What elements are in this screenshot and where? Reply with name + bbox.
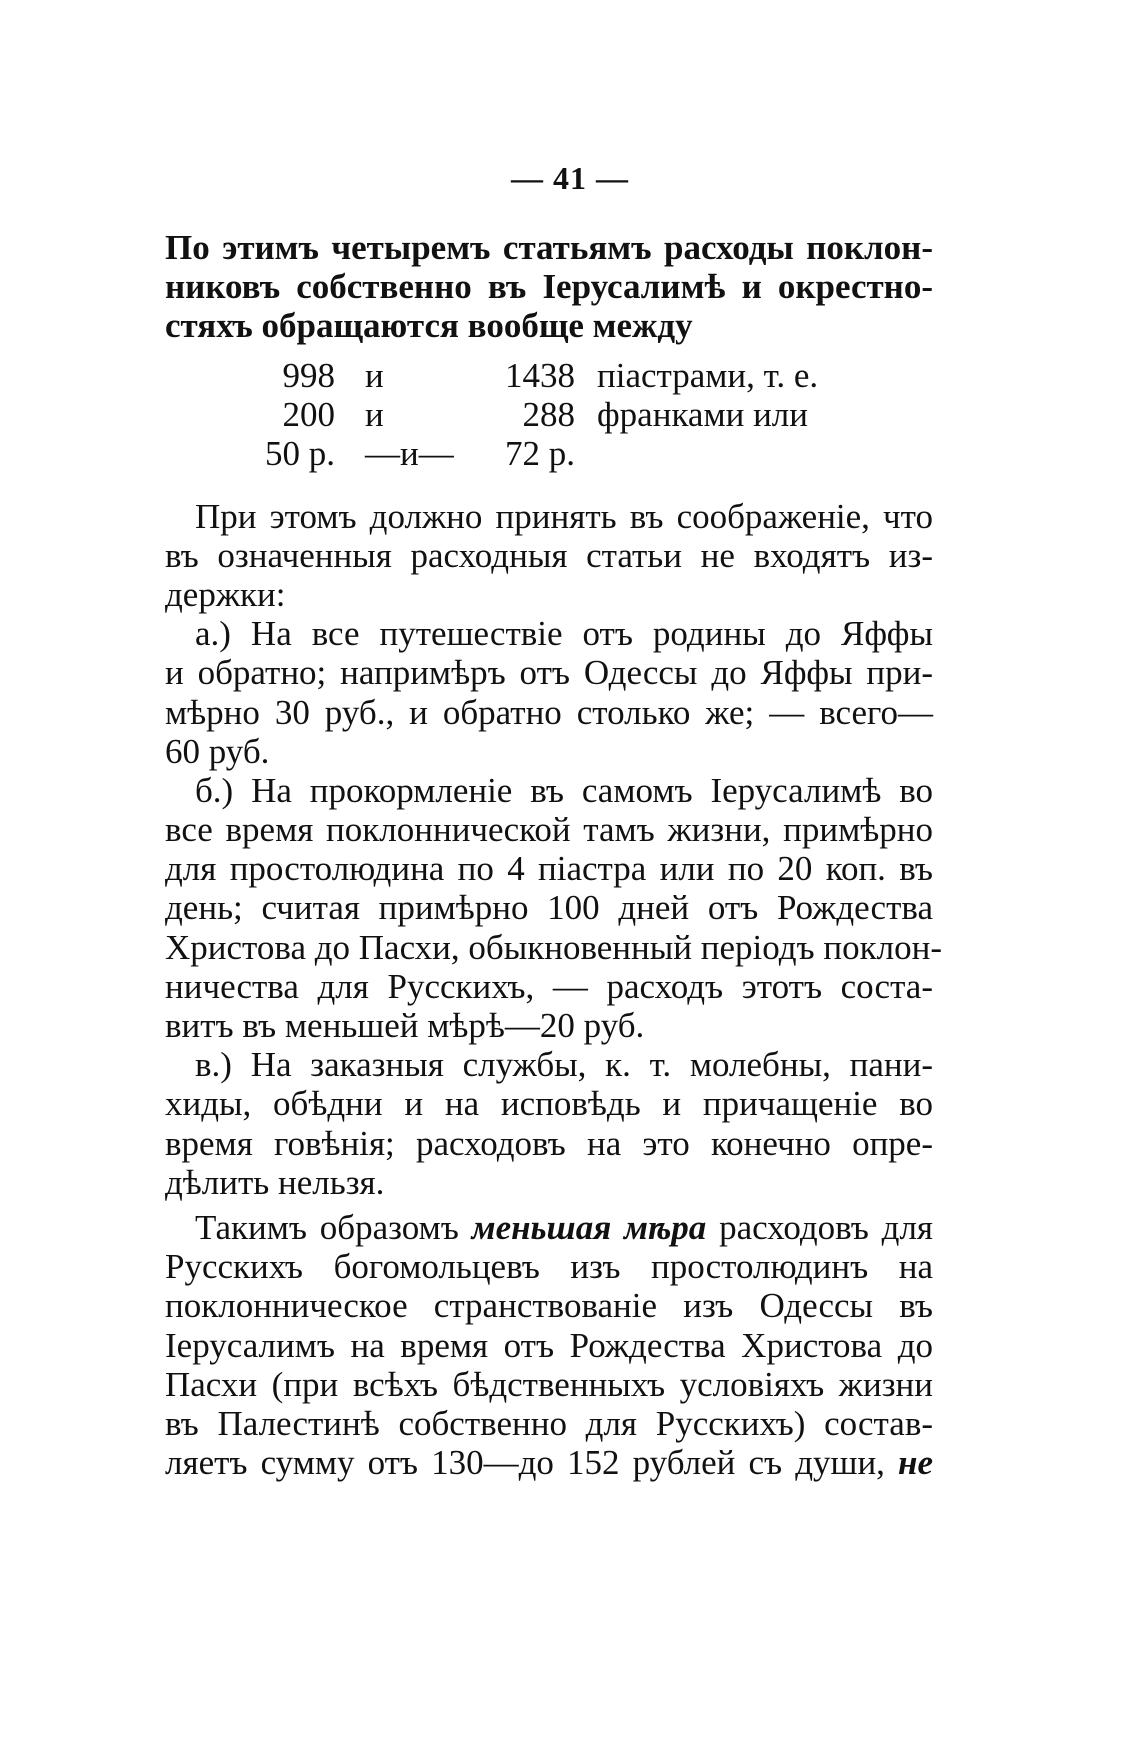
text-line: Пасхи (при всѣхъ бѣдственныхъ условіяхъ жизни xyxy=(165,1364,933,1404)
summary-text: ляетъ сумму отъ 130—до 152 рублей съ души, xyxy=(165,1443,885,1483)
text-line: Христова до Пасхи, обыкновенный періодъ поклон- xyxy=(165,927,942,967)
summary-text: Такимъ образомъ xyxy=(195,1207,459,1247)
amount-unit: піастрами, т. е. xyxy=(597,355,819,395)
text-line xyxy=(165,1443,933,1482)
text-line: никовъ собственно въ Іерусалимѣ и окрестно- xyxy=(165,267,933,307)
text-line: По этимъ четыремъ статьямъ расходы поклон- xyxy=(165,228,933,267)
text-line: б.) На прокормленіе въ самомъ Іерусалимѣ во xyxy=(195,770,933,810)
amount-separator: и xyxy=(365,355,384,395)
text-line: хиды, обѣдни и на исповѣдь и причащеніе во xyxy=(165,1084,933,1124)
text-line: въ означенныя расходныя статьи не входятъ из- xyxy=(165,535,933,575)
text-line: мѣрно 30 руб., и обратно столько же; — всего— xyxy=(165,692,933,732)
text-line: витъ въ меньшей мѣрѣ—20 руб. xyxy=(165,1006,645,1045)
text-line: 60 руб. xyxy=(165,731,270,771)
text-line: и обратно; напримѣръ отъ Одессы до Яффы при- xyxy=(165,653,933,693)
item-v-paragraph xyxy=(165,1045,933,1202)
amounts-row xyxy=(165,356,933,395)
amount-separator: —и— xyxy=(365,433,454,473)
text-line: время говѣнія; расходовъ на это конечно опре- xyxy=(165,1123,933,1163)
emphasized-text: меньшая мѣра xyxy=(471,1207,707,1247)
amount-min: 998 xyxy=(282,355,335,395)
text-line: Русскихъ богомольцевъ изъ простолюдинъ на xyxy=(165,1247,933,1287)
amounts-row xyxy=(165,395,933,434)
text-line: день; считая примѣрно 100 дней отъ Рождества xyxy=(165,888,933,928)
amount-max: 1438 xyxy=(505,355,575,395)
text-line xyxy=(165,1208,933,1247)
amount-min: 50 р. xyxy=(265,433,335,473)
text-line: Іерусалимъ на время отъ Рождества Христова до xyxy=(165,1325,933,1365)
text-line: стяхъ обращаются вообще между xyxy=(165,306,693,346)
item-a-paragraph xyxy=(165,614,933,771)
amount-separator: и xyxy=(365,394,384,434)
amount-min: 200 xyxy=(282,394,335,434)
summary-paragraph xyxy=(165,1208,933,1482)
page-number: — 41 — xyxy=(511,160,629,196)
text-line: въ Палестинѣ собственно для Русскихъ) состав- xyxy=(165,1403,933,1443)
amounts-row xyxy=(165,434,933,473)
summary-text: расходовъ для xyxy=(719,1207,934,1247)
text-line: в.) На заказныя службы, к. т. молебны, пани- xyxy=(195,1045,933,1085)
intro-paragraph xyxy=(165,228,933,346)
text-line: держки: xyxy=(165,574,286,614)
item-b-paragraph xyxy=(165,770,942,1045)
text-line: а.) На все путешествіе отъ родины до Яффы xyxy=(195,614,933,654)
text-line: для простолюдина по 4 піастра или по 20 коп. въ xyxy=(165,849,933,889)
text-line: все время поклонничеcкой тамъ жизни, примѣрно xyxy=(165,810,933,850)
amount-max: 288 xyxy=(522,394,575,434)
text-line: поклонническое странствованіе изъ Одессы въ xyxy=(165,1286,933,1326)
text-line: При этомъ должно принять въ соображеніе, что xyxy=(195,496,933,536)
emphasized-text: не xyxy=(898,1443,934,1483)
spacer xyxy=(165,473,933,497)
amount-max: 72 р. xyxy=(505,433,575,473)
body-text xyxy=(165,228,942,1483)
amounts-table xyxy=(165,356,933,473)
text-line: дѣлить нельзя. xyxy=(165,1162,385,1202)
amount-unit: франками или xyxy=(597,394,809,434)
text-line: ничества для Русскихъ, — расходъ этотъ соста- xyxy=(165,966,933,1006)
note-paragraph xyxy=(165,497,933,615)
